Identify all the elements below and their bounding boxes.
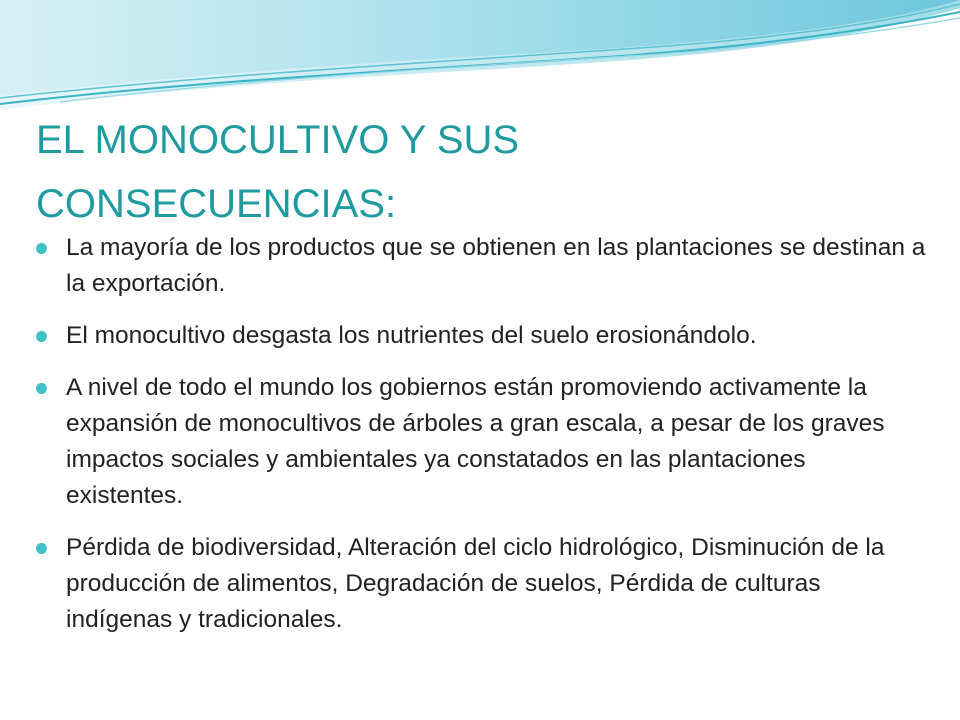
- bullet-text: A nivel de todo el mundo los gobiernos están promoviendo activamente la expansión de monocultivos de árboles a gran escala, a pesar de los graves impactos sociales y ambientales ya constatados en las plantaciones existentes.: [66, 374, 885, 509]
- bullet-item: [36, 530, 926, 638]
- bullet-dot-icon: [36, 543, 47, 554]
- bullet-item: [36, 318, 926, 354]
- bullet-text: El monocultivo desgasta los nutrientes del suelo erosionándolo.: [66, 322, 757, 349]
- slide-title: [36, 108, 916, 236]
- bullet-item: [36, 370, 926, 514]
- bullet-dot-icon: [36, 383, 47, 394]
- header-wave-decoration: [0, 0, 960, 120]
- slide-title-line-2: CONSECUENCIAS:: [36, 182, 397, 226]
- bullet-list: [36, 230, 926, 654]
- bullet-item: [36, 230, 926, 302]
- bullet-dot-icon: [36, 331, 47, 342]
- bullet-text: La mayoría de los productos que se obtienen en las plantaciones se destinan a la exportación.: [66, 234, 926, 297]
- slide-title-line-1: EL MONOCULTIVO Y SUS: [36, 118, 520, 162]
- bullet-dot-icon: [36, 243, 47, 254]
- bullet-text: Pérdida de biodiversidad, Alteración del ciclo hidrológico, Disminución de la producción de alimentos, Degradación de suelos, Pérdida de culturas indígenas y tradicionales.: [66, 534, 885, 633]
